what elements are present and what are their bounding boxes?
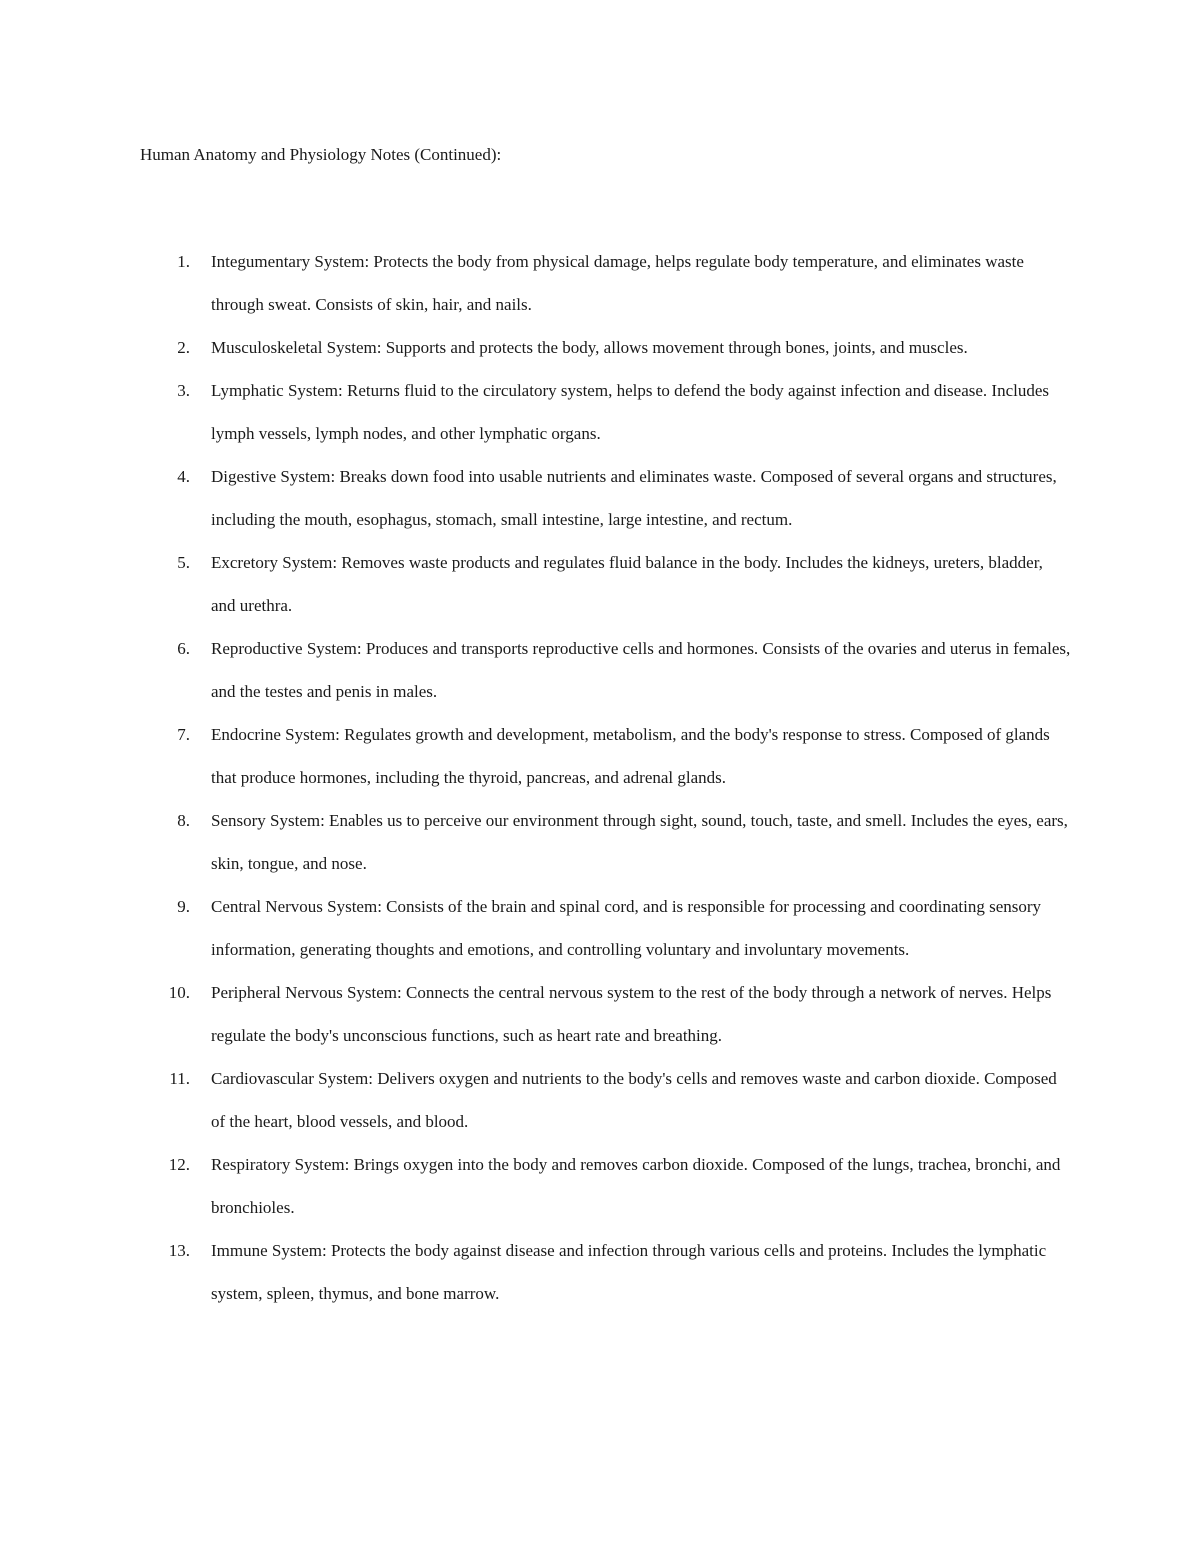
list-item — [0, 541, 1200, 627]
list-item-number: 3. — [177, 381, 190, 400]
list-item-text: Cardiovascular System: Delivers oxygen and nutrients to the body's cells and removes waste and carbon dioxide. Composed of the heart, blood vessels, and blood. — [211, 1069, 1057, 1131]
list-item-text: Reproductive System: Produces and transports reproductive cells and hormones. Consists of the ovaries and uterus in females, and the testes and penis in males. — [211, 639, 1071, 701]
list-item-text: Immune System: Protects the body against disease and infection through various cells and proteins. Includes the lymphatic system, spleen, thymus, and bone marrow. — [211, 1241, 1047, 1303]
list-item — [0, 885, 1200, 971]
list-item-number: 12. — [168, 1155, 190, 1174]
list-item-text: Musculoskeletal System: Supports and protects the body, allows movement through bones, joints, and muscles. — [211, 338, 968, 357]
list-item — [0, 713, 1200, 799]
list-item-text: Integumentary System: Protects the body from physical damage, helps regulate body temperature, and eliminates waste through sweat. Consists of skin, hair, and nails. — [211, 252, 1024, 314]
list-item — [0, 326, 1200, 369]
list-item-text: Sensory System: Enables us to perceive our environment through sight, sound, touch, taste, and smell. Includes the eyes, ears, skin, tongue, and nose. — [211, 811, 1068, 873]
list-item-number: 8. — [177, 811, 190, 830]
list-item — [0, 627, 1200, 713]
list-item-text: Lymphatic System: Returns fluid to the circulatory system, helps to defend the body against infection and disease. Includes lymph vessels, lymph nodes, and other lymphatic organs. — [211, 381, 1050, 443]
list-item — [0, 1057, 1200, 1143]
list-item-number: 9. — [177, 897, 190, 916]
list-item-number: 13. — [168, 1241, 190, 1260]
list-item-number: 1. — [177, 252, 190, 271]
notes-list — [0, 240, 1200, 1315]
list-item-text: Peripheral Nervous System: Connects the central nervous system to the rest of the body through a network of nerves. Helps regulate the body's unconscious functions, such as heart rate and breathing. — [211, 983, 1052, 1045]
list-item — [0, 971, 1200, 1057]
list-item-text: Endocrine System: Regulates growth and development, metabolism, and the body's response to stress. Composed of glands that produce hormones, including the thyroid, pancreas, and adrenal glands. — [211, 725, 1050, 787]
list-item-number: 6. — [177, 639, 190, 658]
list-item — [0, 240, 1200, 326]
list-item-text: Digestive System: Breaks down food into usable nutrients and eliminates waste. Composed of several organs and structures, including the mouth, esophagus, stomach, small intestine, large intestine, and rectum. — [211, 467, 1057, 529]
list-item-number: 2. — [177, 338, 190, 357]
list-item — [0, 455, 1200, 541]
list-item — [0, 799, 1200, 885]
document-title: Human Anatomy and Physiology Notes (Continued): — [140, 145, 502, 164]
list-item-text: Excretory System: Removes waste products and regulates fluid balance in the body. Includes the kidneys, ureters, bladder, and urethra. — [211, 553, 1043, 615]
list-item — [0, 369, 1200, 455]
list-item — [0, 1143, 1200, 1229]
list-item-number: 5. — [177, 553, 190, 572]
list-item-text: Respiratory System: Brings oxygen into the body and removes carbon dioxide. Composed of the lungs, trachea, bronchi, and bronchioles. — [211, 1155, 1061, 1217]
list-item-number: 11. — [169, 1069, 190, 1088]
list-item-text: Central Nervous System: Consists of the brain and spinal cord, and is responsible for processing and coordinating sensory information, generating thoughts and emotions, and controlling voluntary and involuntary movements. — [211, 897, 1042, 959]
list-item-number: 7. — [177, 725, 190, 744]
list-item — [0, 1229, 1200, 1315]
list-item-number: 4. — [177, 467, 190, 486]
list-item-number: 10. — [168, 983, 190, 1002]
